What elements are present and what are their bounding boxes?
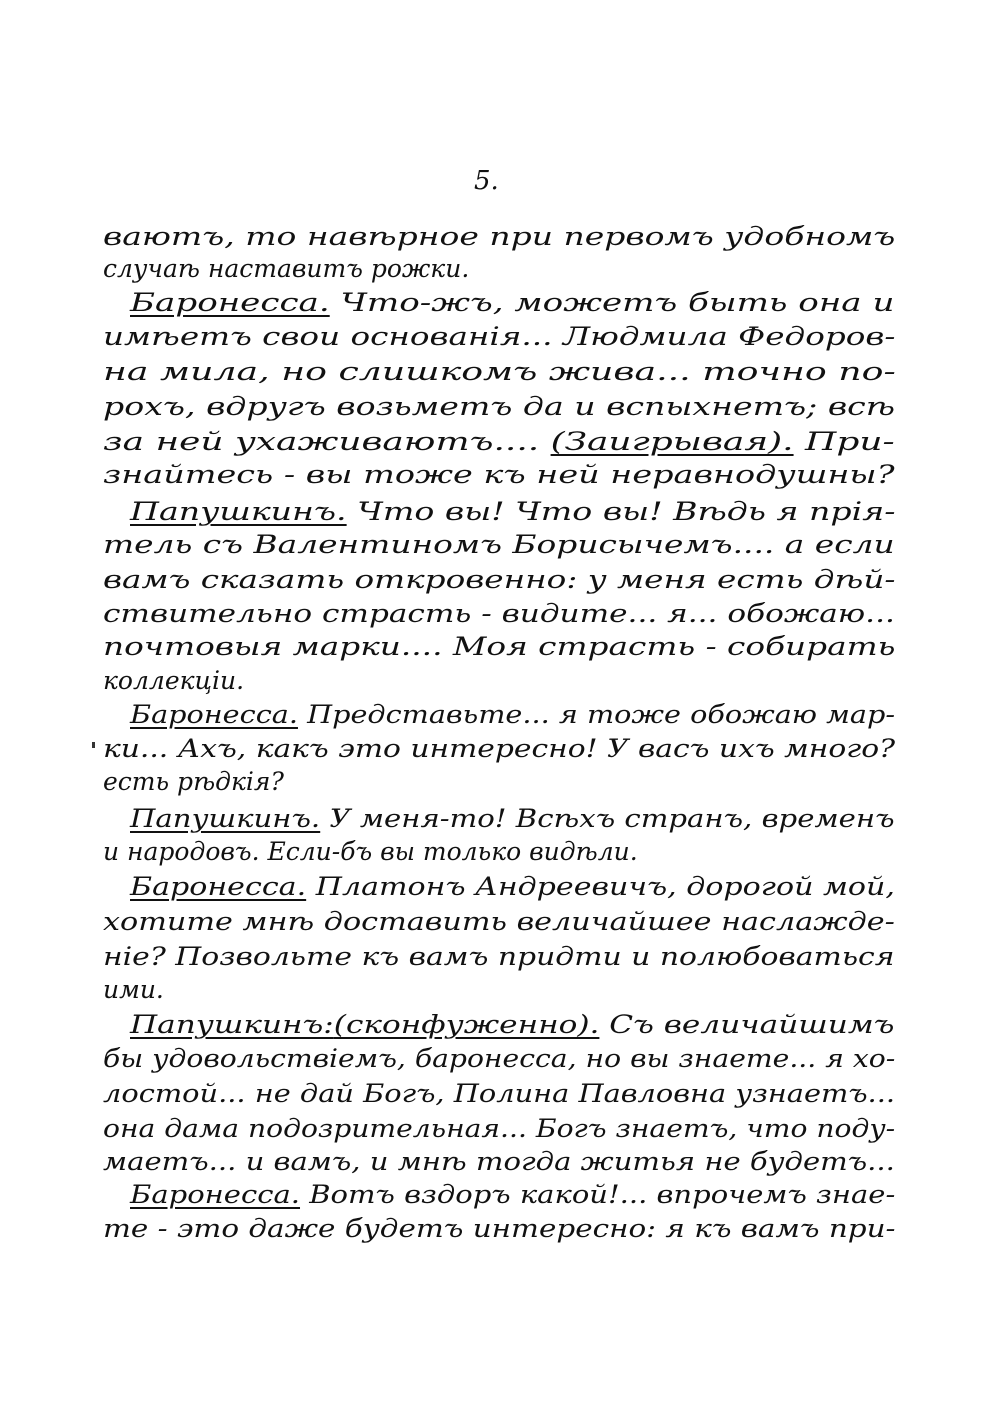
text-line	[130, 872, 895, 908]
dialogue-text: почтовыя марки.... Моя страсть - собирать	[103, 632, 896, 661]
stray-ink-mark	[92, 742, 95, 748]
dialogue-text: хотите мнѣ доставить величайшее наслажде-	[103, 907, 895, 936]
text-line	[103, 632, 895, 668]
dialogue-text: маетъ... и вамъ, и мнѣ тогда житья не будетъ...	[103, 1147, 895, 1176]
dialogue-text: есть рѣдкія?	[103, 767, 284, 796]
text-line	[103, 427, 895, 463]
stage-direction: (сконфуженно).	[333, 1010, 600, 1039]
text-line	[103, 460, 895, 496]
dialogue-text: она дама подозрительная... Богъ знаетъ, что поду-	[103, 1114, 896, 1143]
text-line	[130, 700, 895, 736]
dialogue-text: тель съ Валентиномъ Борисычемъ.... а если	[103, 530, 895, 559]
dialogue-text: ніе? Позвольте къ вамъ придти и полюбоваться	[103, 942, 895, 971]
dialogue-text: У меня-то! Всѣхъ странъ, временъ	[320, 804, 895, 833]
dialogue-text: лостой... не дай Богъ, Полина Павловна узнаетъ...	[103, 1079, 896, 1108]
text-line	[103, 1044, 895, 1080]
text-line	[103, 565, 895, 601]
text-line	[103, 530, 895, 566]
text-line	[103, 1214, 895, 1250]
text-line	[103, 1114, 895, 1150]
speaker-name: Баронесса.	[130, 288, 330, 317]
text-line	[130, 1180, 895, 1216]
text-line	[103, 357, 896, 393]
dialogue-text: имѣетъ свои основанія... Людмила Федоров-	[103, 322, 896, 351]
text-line	[103, 767, 284, 803]
dialogue-text: ки... Ахъ, какъ это интересно! У васъ ихъ много?	[103, 734, 896, 763]
text-line	[103, 942, 894, 978]
dialogue-text: Съ величайшимъ	[599, 1010, 895, 1039]
dialogue-text: знайтесь - вы тоже къ ней неравнодушны?	[103, 460, 895, 489]
text-line	[130, 1010, 894, 1046]
text-line	[103, 975, 164, 1011]
text-line	[130, 497, 895, 533]
text-line	[130, 804, 895, 840]
text-line	[103, 666, 244, 702]
speaker-name: Папушкинъ:	[130, 1010, 334, 1039]
speaker-name: Баронесса.	[130, 1180, 301, 1209]
dialogue-text: При-	[793, 427, 895, 456]
stage-direction: (Заигрывая).	[550, 427, 794, 456]
dialogue-text: за ней ухаживаютъ....	[103, 427, 551, 456]
text-line	[103, 907, 895, 943]
dialogue-text: Представьте... я тоже обожаю мар-	[297, 700, 896, 729]
speaker-name: Папушкинъ.	[130, 804, 321, 833]
dialogue-text: вамъ сказать откровенно: у меня есть дѣй-	[103, 565, 896, 594]
dialogue-text: Что-жъ, можетъ быть она и	[329, 288, 895, 317]
dialogue-text: Что вы! Что вы! Вѣдь я прія-	[346, 497, 896, 526]
dialogue-text: на мила, но слишкомъ жива... точно по-	[103, 357, 896, 386]
dialogue-text: бы удовольствіемъ, баронесса, но вы знаете... я хо-	[103, 1044, 896, 1073]
text-line	[103, 222, 895, 258]
dialogue-text: Вотъ вздоръ какой!... впрочемъ знае-	[300, 1180, 896, 1209]
speaker-name: Папушкинъ.	[130, 497, 347, 526]
text-line	[130, 288, 894, 324]
speaker-name: Баронесса.	[130, 872, 307, 901]
text-line	[103, 392, 895, 428]
text-line	[103, 254, 469, 290]
dialogue-text: ими.	[103, 975, 164, 1004]
dialogue-text: ствительно страсть - видите... я... обожаю...	[103, 599, 895, 628]
text-line	[103, 837, 638, 873]
text-line	[103, 322, 895, 358]
dialogue-text: те - это даже будетъ интересно: я къ вамъ при-	[103, 1214, 896, 1243]
dialogue-text: случаѣ наставитъ рожки.	[103, 254, 470, 283]
text-line	[103, 1147, 895, 1183]
dialogue-text: и народовъ. Если-бъ вы только видѣли.	[103, 837, 638, 866]
dialogue-text: Платонъ Андреевичъ, дорогой мой,	[306, 872, 895, 901]
text-line	[103, 1079, 895, 1115]
dialogue-text: коллекціи.	[103, 666, 245, 695]
speaker-name: Баронесса.	[130, 700, 298, 729]
dialogue-text: рохъ, вдругъ возьметъ да и вспыхнетъ; всѣ	[103, 392, 896, 421]
text-line	[103, 599, 895, 635]
dialogue-text: ваютъ, то навѣрное при первомъ удобномъ	[103, 222, 896, 251]
page-number: 5.	[474, 166, 499, 196]
text-line	[103, 734, 895, 770]
